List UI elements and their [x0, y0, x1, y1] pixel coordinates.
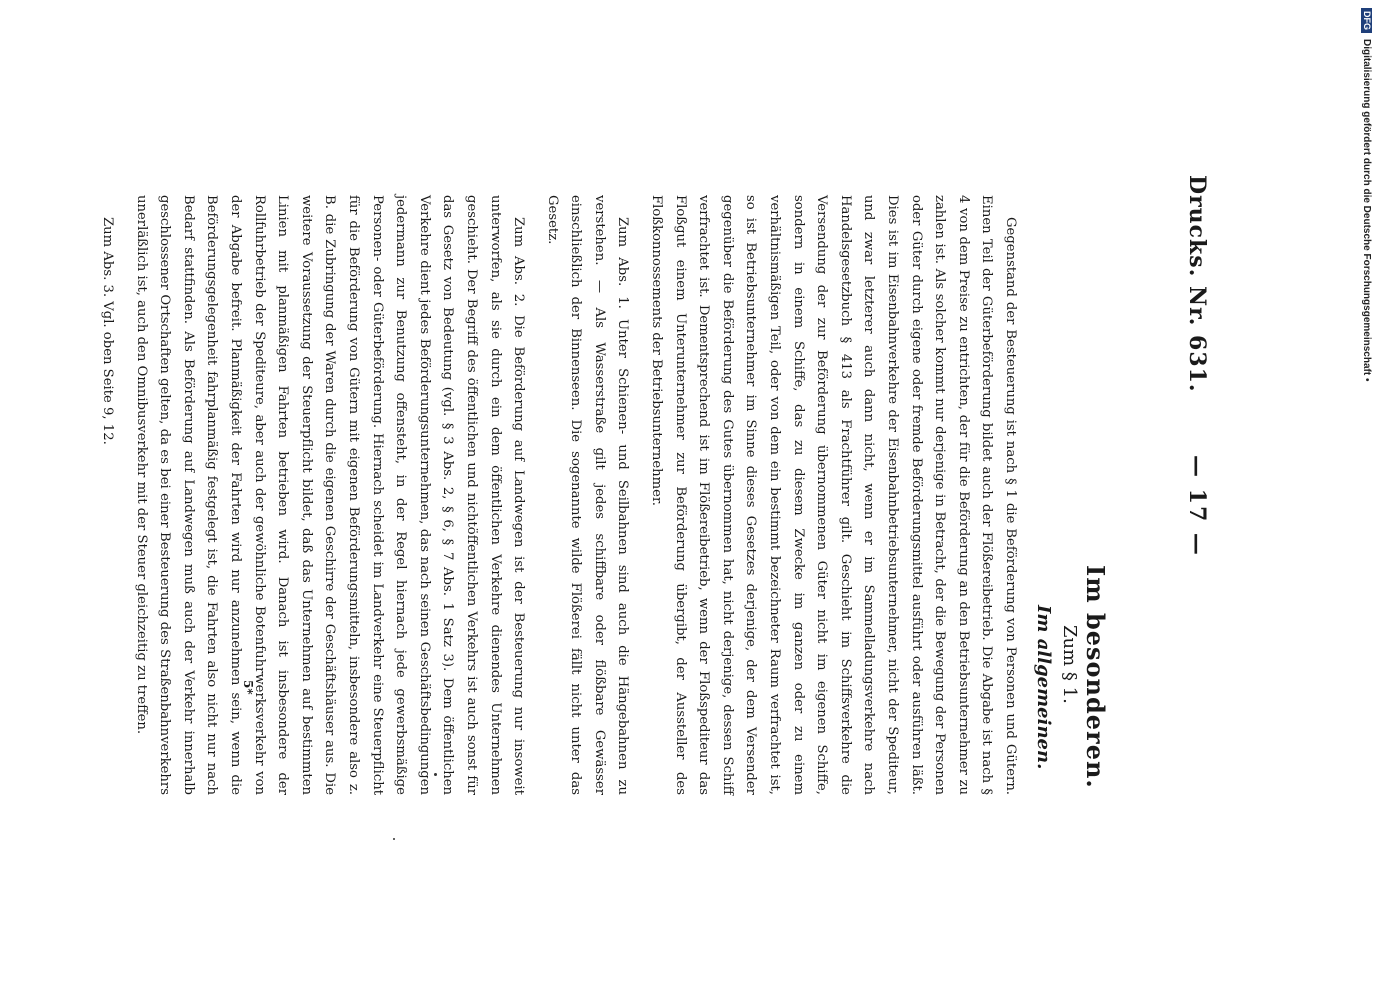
page-number: — 17 — — [1184, 455, 1210, 557]
digitization-credit — [1361, 8, 1372, 628]
paragraph: Zum Abs. 3. Vgl. oben Seite 9, 12. — [100, 217, 116, 445]
page-content — [100, 175, 1260, 815]
section-heading: Im allgemeinen. — [1033, 605, 1054, 770]
document-reference: Drucks. Nr. 631. — [1184, 175, 1210, 393]
speck — [393, 838, 395, 840]
signature-mark: 5* — [241, 680, 255, 695]
digitization-credit-text: Digitalisierung gefördert durch die Deutsche Forschungsgemeinschaft • — [1361, 39, 1372, 382]
page-header — [1180, 175, 1260, 815]
paragraph: Zum Abs. 1. Unter Schienen- und Seilbahnen sind auch die Hängebahnen zu verstehen. — Als Wasserstraße gilt jedes schiffbare oder flößbare Gewässer einschließlich der Binnenseen. Die sogenannte wilde Flößerei fällt nicht unter das Gesetz. — [544, 195, 631, 795]
speck — [434, 773, 437, 776]
dfg-logo: DFG — [1361, 8, 1372, 33]
section-subtitle: Zum § 1. — [1059, 625, 1080, 704]
paragraph: Gegenstand der Besteuerung ist nach § 1 die Beförderung von Personen und Gütern. Einen Teil der Güterbeförderung bildet auch der Flößereibetrieb. Die Abgabe ist nach § 4 von dem Preise zu entrichten, der für die Beförderung an den Betriebsunternehmer zu zahlen ist. Als solcher kommt nur derjenige in Betracht, der die Bewegung der Personen oder Güter durch eigene oder fremde Beförderungsmittel ausführt oder ausführen läßt. Dies ist im Eisenbahnverkehre der Eisenbahnbetriebsunternehmer, nicht der Spediteur, und zwar letzterer auch dann nicht, wenn er im Sammelladungsverkehre nach Handelsgesetzbuch § 413 als Frachtführer gilt. Geschieht im Schiffsverkehre die Versendung der zur Beförderung übernommenen Güter nicht im eigenen Schiffe, sondern in einem Schiffe, das zu diesem Zwecke im ganzen oder zu einem verhältnismäßigen Teil, oder von dem ein bestimmt bezeichneter Raum verfrachtet ist, so ist Betriebsunternehmer im Sinne dieses Gesetzes derjenige, der dem Versender gegenüber die Beförderung des Gutes übernommen hat, nicht derjenige, dessen Schiff verfrachtet ist. Dementsprechend ist im Flößereibetrieb, wenn der Floßspediteur das Floßgut einem Unterunternehmer zur Beförderung übergibt, der Aussteller des Floßkonnossements der Betriebsunternehmer. — [649, 195, 1018, 795]
body-text — [95, 195, 1022, 795]
paragraph: Zum Abs. 2. Die Beförderung auf Landwegen ist der Besteuerung nur insoweit unterworfen, als sie durch ein dem öffentlichen Verkehre dienendes Unternehmen geschieht. Der Begriff des öffentlichen und nichtöffentlichen Verkehrs ist auch sonst für das Gesetz von Bedeutung (vgl. § 3 Abs. 2, § 6, § 7 Abs. 1 Satz 3). Dem öffentlichen Verkehre dient jedes Beförderungsunternehmen, das nach seinen Geschäftsbedingungen jedermann zur Benutzung offensteht, in der Regel hiernach jede gewerbsmäßige Personen- oder Güterbeförderung. Hiernach scheidet im Landverkehr eine Steuerpflicht für die Beförderung von Gütern mit eigenen Beförderungsmitteln, insbesondere also z. B. die Zubringung der Waren durch die eigenen Geschirre der Geschäftshäuser aus. Die weitere Voraussetzung der Steuerpflicht bildet, daß das Unternehmen auf bestimmten Linien mit planmäßigen Fahrten betrieben wird. Danach ist insbesondere der Rollfuhrbetrieb der Spediteure, aber auch der gewöhnliche Botenfuhrwerksverkehr von der Abgabe befreit. Planmäßigkeit der Fahrten wird nur anzunehmen sein, wenn die Beförderungsgelegenheit fahrplanmäßig festgelegt ist, die Fahrten also nicht nur nach Bedarf stattfinden. Als Beförderung auf Landwegen muß auch der Verkehr innerhalb geschlossener Ortschaften gelten, da es bei einer Besteuerung des Straßenbahnverkehrs unerläßlich ist, auch den Omnibusverkehr mit der Steuer gleichzeitig zu treffen. — [133, 195, 527, 795]
section-title: Im besonderen. — [1081, 565, 1110, 789]
